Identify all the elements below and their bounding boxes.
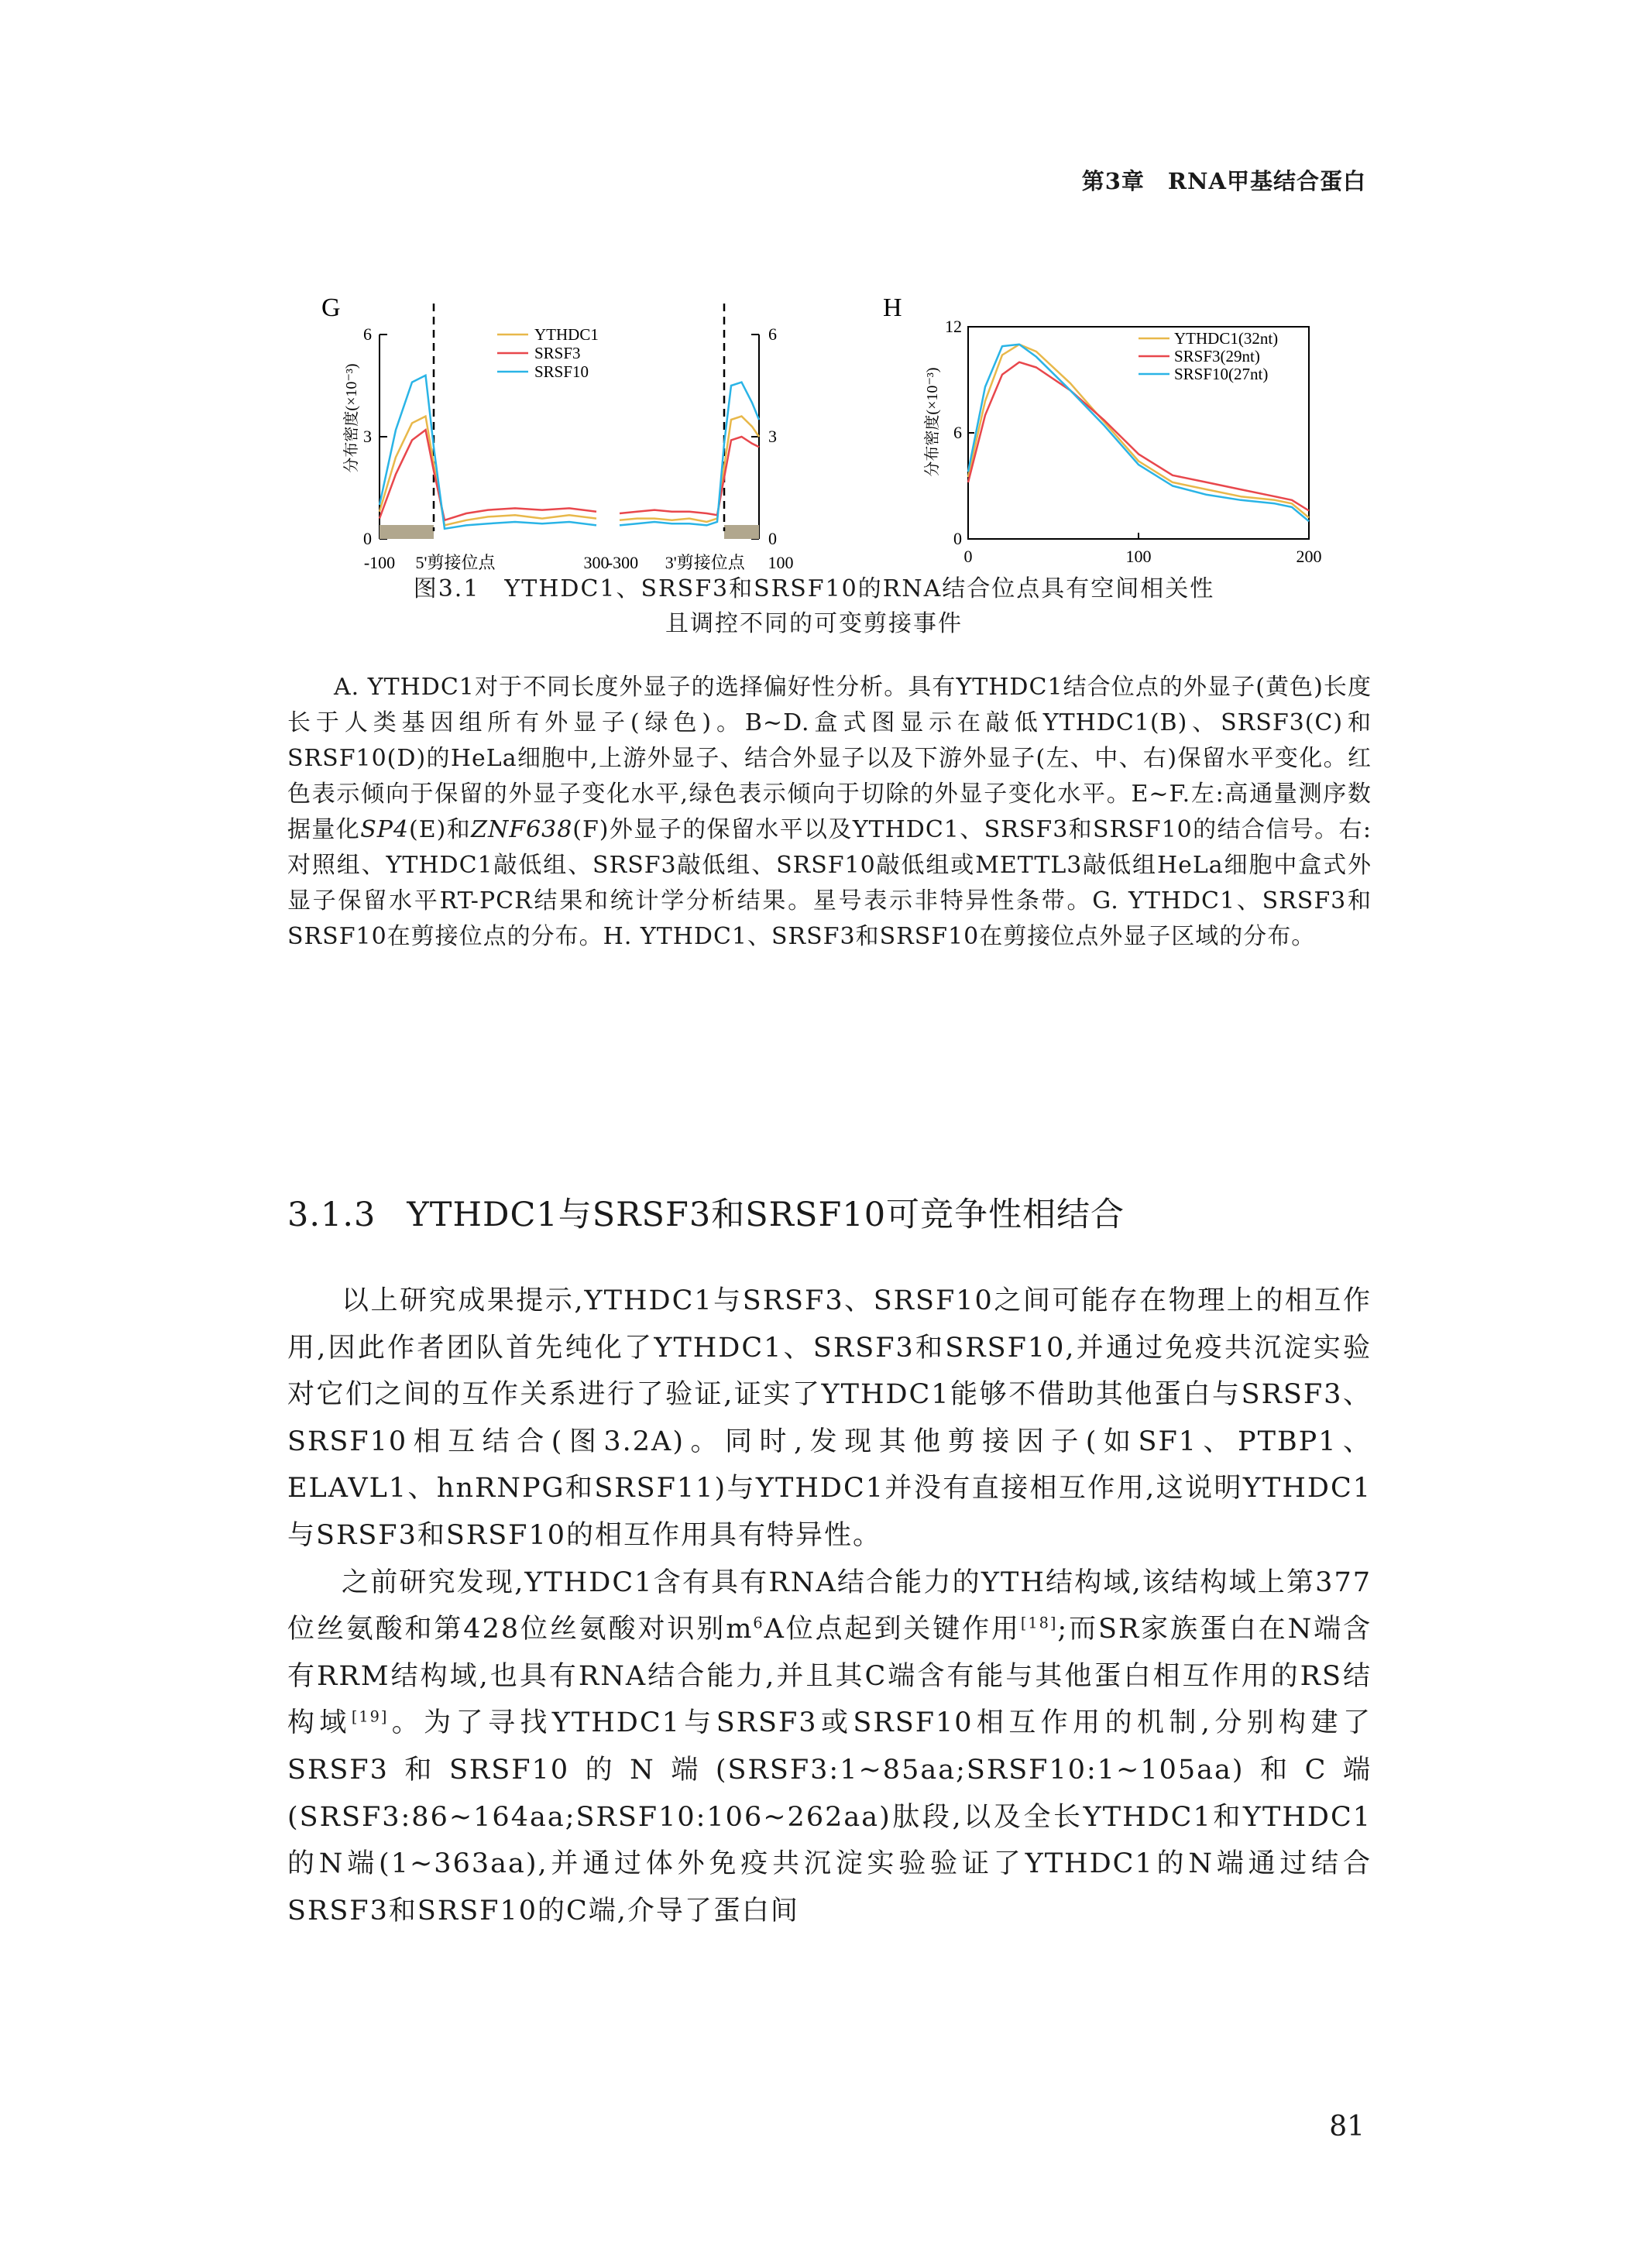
panel-h-label: H <box>883 293 902 322</box>
exon-bar-downstream <box>724 525 759 539</box>
series-line-srsf3 <box>620 437 759 515</box>
gene-name-sp4: SP4 <box>360 816 410 843</box>
gene-name-znf638: ZNF638 <box>471 816 573 843</box>
y-tick-label: 3 <box>363 427 372 446</box>
x-tick-label: 200 <box>1296 547 1322 566</box>
x-tick-label: 300 <box>583 553 610 572</box>
legend-label-srsf10: SRSF10 <box>534 362 589 381</box>
y-tick-label: 6 <box>363 324 372 344</box>
section-heading <box>287 1189 1125 1236</box>
figure-caption-line-1: 图3.1 YTHDC1、SRSF3和SRSF10的RNA结合位点具有空间相关性 <box>413 575 1215 602</box>
x-tick-label: 3'剪接位点 <box>665 553 745 572</box>
y-tick-label: 6 <box>953 423 962 442</box>
panel-g-label: G <box>321 293 341 322</box>
panel-g-y-axis-label: 分布密度(×10⁻³) <box>343 363 360 473</box>
y-tick-label: 0 <box>953 529 962 548</box>
y-tick-label: 0 <box>363 529 372 548</box>
x-tick-label: 100 <box>1125 547 1152 566</box>
y-tick-label-right: 6 <box>768 324 777 344</box>
x-tick-label: 5'剪接位点 <box>415 553 496 572</box>
figure-caption-line-2: 且调控不同的可变剪接事件 <box>665 610 963 637</box>
citation-18: [18] <box>1020 1614 1058 1632</box>
series-line-srsf10 <box>380 376 596 529</box>
running-head: 第3章 RNA甲基结合蛋白 <box>1081 168 1366 194</box>
panel-h-legend <box>1139 329 1278 383</box>
series-line-srsf3 <box>380 430 596 520</box>
superscript-6: 6 <box>753 1614 764 1632</box>
section-title: YTHDC1与SRSF3和SRSF10可竞争性相结合 <box>407 1196 1125 1234</box>
panel-g-legend <box>497 325 599 381</box>
x-tick-label: -300 <box>606 553 639 572</box>
y-tick-label: 12 <box>945 317 962 336</box>
x-tick-label: 100 <box>768 553 794 572</box>
paragraph-2 <box>287 1559 1372 1935</box>
paragraph-2-part: A位点起到关键作用 <box>764 1614 1021 1645</box>
legend-label-ythdc1: YTHDC1(32nt) <box>1174 329 1279 348</box>
y-tick-label-right: 3 <box>768 427 777 446</box>
panel-h-y-axis-label: 分布密度(×10⁻³) <box>924 367 941 477</box>
legend-text-part: (E)和 <box>409 816 472 843</box>
paragraph-2-part: 之前研究发现,YTHDC1含有具有RNA结合能力的YTH结构域,该结构域上第377位丝氨酸和第428位丝氨酸对识别m <box>287 1566 1372 1645</box>
legend-label-srsf3: SRSF3 <box>534 344 581 362</box>
legend-text-part: (F)外显子的保留水平以及YTHDC1、SRSF3和SRSF10的结合信号。右:对照组、YTHDC1敲低组、SRSF3敲低组、SRSF10敲低组或METTL3敲低组HeLa细胞中盒式外显子保留水平RT-PCR结果和统计学分析结果。星号表示非特异性条带。G. YTHDC1、SRSF3和SRSF10在剪接位点的分布。H. YTHDC1、SRSF3和SRSF10在剪接位点外显子区域的分布。 <box>287 816 1372 950</box>
series-line-srsf3 <box>968 362 1309 511</box>
series-line-ythdc1 <box>620 417 759 522</box>
paragraph-2-part: 。为了寻找YTHDC1与SRSF3或SRSF10相互作用的机制,分别构建了SRSF3和SRSF10的N端(SRSF3:1~85aa;SRSF10:1~105aa)和C端(SRSF3:86~164aa;SRSF10:106~262aa)肽段,以及全长YTHDC1和YTHDC1的N端(1~363aa),并通过体外免疫共沉淀实验验证了YTHDC1的N端通过结合SRSF3和SRSF10的C端,介导了蛋白间 <box>287 1707 1372 1927</box>
paragraph-1: 以上研究成果提示,YTHDC1与SRSF3、SRSF10之间可能存在物理上的相互作用,因此作者团队首先纯化了YTHDC1、SRSF3和SRSF10,并通过免疫共沉淀实验对它们之间的互作关系进行了验证,证实了YTHDC1能够不借助其他蛋白与SRSF3、SRSF10相互结合(图3.2A)。同时,发现其他剪接因子(如SF1、PTBP1、ELAVL1、hnRNPG和SRSF11)与YTHDC1并没有直接相互作用,这说明YTHDC1与SRSF3和SRSF10的相互作用具有特异性。 <box>287 1285 1372 1551</box>
exon-bar-upstream <box>380 525 434 539</box>
legend-label-srsf10: SRSF10(27nt) <box>1174 365 1269 383</box>
x-tick-label: 0 <box>963 547 973 566</box>
paragraph-2-part: ;而SR家族蛋白在N端含有RRM结构域,也具有RNA结合能力,并且其C端含有能与其他蛋白相互作用的RS结构域 <box>287 1614 1372 1739</box>
panel-h-chart <box>875 287 1355 566</box>
legend-label-srsf3: SRSF3(29nt) <box>1174 347 1260 365</box>
legend-label-ythdc1: YTHDC1 <box>534 325 599 344</box>
panel-h-plot <box>945 317 1322 566</box>
panel-g-chart <box>294 287 867 572</box>
x-tick-label: -100 <box>363 553 396 572</box>
page-number: 81 <box>1329 2111 1365 2143</box>
y-tick-label-right: 0 <box>768 529 777 548</box>
section-number: 3.1.3 <box>287 1196 376 1234</box>
body-text <box>287 1278 1372 1934</box>
series-line-srsf10 <box>620 383 759 526</box>
legend-text-part: A. YTHDC1对于不同长度外显子的选择偏好性分析。具有YTHDC1结合位点的外显子(黄色)长度长于人类基因组所有外显子(绿色)。B~D.盒式图显示在敲低YTHDC1(B)、SRSF3(C)和SRSF10(D)的HeLa细胞中,上游外显子、结合外显子以及下游外显子(左、中、右)保留水平变化。红色表示倾向于保留的外显子变化水平,绿色表示倾向于切除的外显子变化水平。E~F.左:高通量测序数据量化 <box>287 674 1372 843</box>
figure-legend-text <box>287 670 1372 956</box>
citation-19: [19] <box>351 1707 389 1726</box>
